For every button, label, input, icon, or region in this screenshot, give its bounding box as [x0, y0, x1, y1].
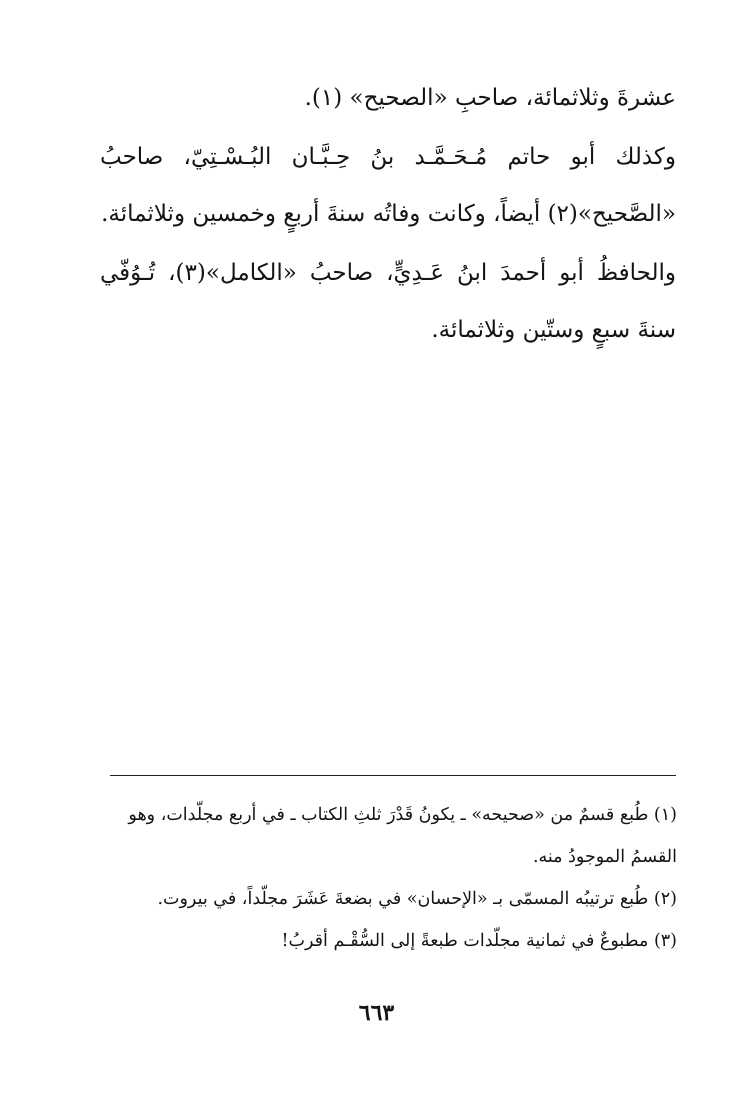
footnote-2	[105, 878, 677, 920]
footnote-separator-rule	[110, 775, 676, 776]
footnote-2-text: (٢) طُبع ترتيبُه المسمّى بـ «الإحسان» في بضعةَ عَشَرَ مجلّداً، في بيروت.	[157, 889, 677, 909]
footnote-1	[105, 794, 677, 878]
page-number: ٦٦٣	[358, 1000, 395, 1026]
footnote-3	[105, 920, 677, 962]
footnote-1-line-1: (١) طُبع قسمٌ من «صحيحه» ـ يكونُ قَدْرَ ثلثِ الكتاب ـ في أربع مجلّدات، وهو	[128, 805, 677, 825]
footnote-1-line-2: القسمُ الموجودُ منه.	[532, 847, 677, 867]
main-text-block	[100, 70, 676, 359]
footnotes-block	[105, 794, 677, 962]
paragraph-2: وكذلك أبو حاتم مُـحَـمَّـد بنُ حِـبَّـان البُـسْـتِيّ، صاحبُ «الصَّحيح»(٢) أيضاً، وكانت وفاتُه سنةَ أربعٍ وخمسين وثلاثمائة.	[100, 144, 676, 227]
paragraph-3: والحافظُ أبو أحمدَ ابنُ عَـدِيٍّ، صاحبُ «الكامل»(٣)، تُـوُفّي سنةَ سبعٍ وستّين وثلاثمائة.	[100, 260, 677, 343]
paragraph-1: عشرةَ وثلاثمائة، صاحبِ «الصحيح» (١).	[304, 85, 676, 111]
footnote-3-text: (٣) مطبوعٌ في ثمانية مجلّدات طبعةً إلى السُّقْـم أقربُ!	[281, 931, 677, 951]
